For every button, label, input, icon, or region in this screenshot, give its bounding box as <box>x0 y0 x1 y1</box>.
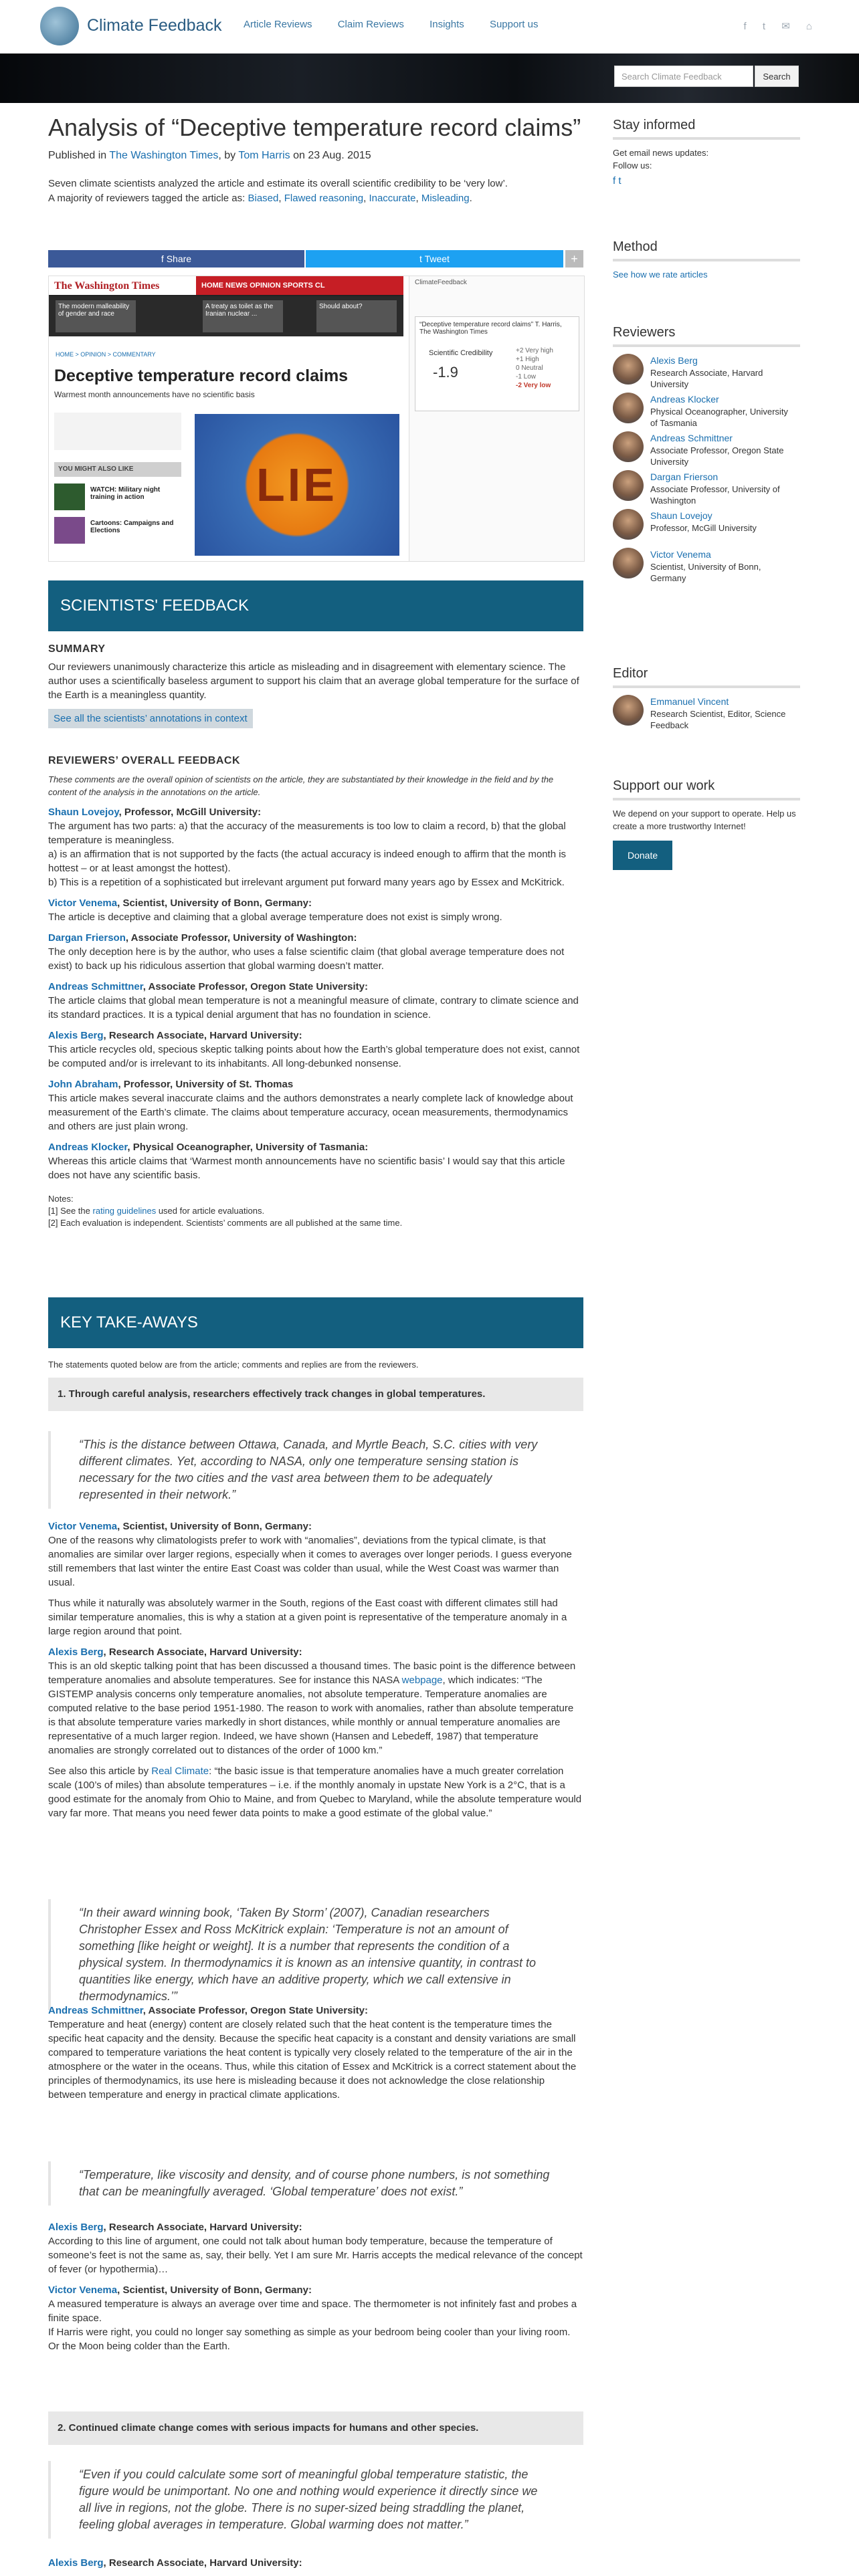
reviewer-name[interactable]: Alexis Berg <box>650 355 698 366</box>
wt-header <box>49 276 403 296</box>
sidebar-support <box>613 778 800 870</box>
reviewer-name[interactable]: Dargan Frierson <box>650 471 719 482</box>
stay-informed-heading: Stay informed <box>613 118 800 140</box>
publication-info <box>48 150 583 162</box>
comment-text: A measured temperature is always an average over time and space. The thermometer is not infinitely fast and probes a finite space. If Harris were right, you could no longer say something as simple as your bedroom being cooler than your living room. Or the Moon being colder than the Earth. <box>48 2298 577 2352</box>
scale-item: -1 Low <box>516 373 537 381</box>
reviewer-affiliation: , Scientist, University of Bonn, Germany: <box>117 2284 312 2296</box>
takeaway-point-2: 2. Continued climate change comes with serious impacts for humans and other species. <box>48 2411 583 2445</box>
reviewer-name-link[interactable]: Alexis Berg <box>48 2222 104 2233</box>
review-text: This article recycles old, specious skeptic talking points about how the Earth’s global temperature does not exist, cannot be computed and/or is irrelevant to its inhabitants. All long-debunked nonsense. <box>48 1044 580 1069</box>
credibility-summary: Seven climate scientists analyzed the article and estimate its overall scientific credibility to be ‘very low’. <box>48 178 508 189</box>
reviewer-card[interactable] <box>613 354 800 393</box>
reviewer-name-link[interactable]: John Abraham <box>48 1079 118 1090</box>
reviewer-name-link[interactable]: Shaun Lovejoy <box>48 807 119 818</box>
real-climate-link[interactable]: Real Climate <box>151 1765 209 1777</box>
comment-segment: : “the basic issue is that temperature anomalies have a much greater correlation scale (100’s of miles) than absolute temperatures – i.e. if the monthly anomaly in upstate New York is a 2°C, that is a good estimate for the anomaly from Ohio to Maine, and from Quebec to Maryland, while the absolute temperature would vary far more. That means you need fewer data points to make a good estimate of the global value.” <box>48 1765 582 1819</box>
review-text: The argument has two parts: a) that the accuracy of the measurements is too low to claim a record, b) that the global temperature is meaningless. a) is an affirmation that is not supported by the facts (the actual accuracy is indeed enough to affirm that the month is hottest – or at least amongst the hottest). b) This is a repetition of a sophisticated but irrelevant argument put forward many years ago by Essex and McKitrick. <box>48 821 567 888</box>
scale-item: +1 High <box>516 356 539 363</box>
editor-heading: Editor <box>613 666 800 688</box>
reviewer-card[interactable] <box>613 470 800 509</box>
reviewer-affiliation: , Associate Professor, Oregon State University: <box>142 2005 368 2016</box>
tag-inaccurate[interactable]: Inaccurate <box>369 193 416 204</box>
section-scientists-feedback: SCIENTISTS' FEEDBACK <box>48 580 583 631</box>
reviewer-name[interactable]: Andreas Schmittner <box>650 433 733 443</box>
tags-line: A majority of reviewers tagged the article as: Biased, Flawed reasoning, Inaccurate, Misleading. <box>48 193 472 204</box>
nav-insights[interactable]: Insights <box>430 19 464 30</box>
support-text: We depend on your support to operate. Help us create a more trustworthy Internet! <box>613 809 796 831</box>
note-1-text: [1] See the <box>48 1206 90 1216</box>
overall-feedback-heading: REVIEWERS’ OVERALL FEEDBACK <box>48 755 241 766</box>
takeaway-comments-1 <box>48 1519 583 1827</box>
wt-social-widget <box>54 413 181 450</box>
reviewer-affiliation: , Professor, University of St. Thomas <box>118 1079 294 1090</box>
reviewer-title: Associate Professor, University of Washington <box>650 484 780 506</box>
facebook-share-button[interactable]: f Share <box>48 250 304 267</box>
reviewer-name-link[interactable]: Andreas Klocker <box>48 1142 128 1153</box>
article-quote: “Temperature, like viscosity and density, and of course phone numbers, is not something that can be meaningfully averaged. ‘Global temperature’ does not exist.” <box>48 2161 583 2206</box>
review-entry <box>48 805 583 889</box>
reviewer-affiliation: , Scientist, University of Bonn, Germany: <box>117 1521 312 1532</box>
takeaway-comments-4 <box>48 2556 583 2570</box>
reviewer-title: Professor, McGill University <box>650 523 757 533</box>
avatar <box>613 548 644 578</box>
reviewer-affiliation: , Research Associate, Harvard University: <box>103 2557 302 2569</box>
notes <box>48 1193 583 1229</box>
reviewer-name-link[interactable]: Andreas Schmittner <box>48 981 143 992</box>
tag-biased[interactable]: Biased <box>248 193 279 204</box>
sidebar-method <box>613 239 800 281</box>
reviewer-name-link[interactable]: Andreas Schmittner <box>48 2005 143 2016</box>
reviewer-name[interactable]: Victor Venema <box>650 549 711 560</box>
editor-name[interactable]: Emmanuel Vincent <box>650 696 729 707</box>
takeaway-point-1: 1. Through careful analysis, researchers effectively track changes in global temperatures. <box>48 1378 583 1411</box>
credibility-card-title: “Deceptive temperature record claims” T. Harris, The Washington Times <box>419 321 562 336</box>
email-updates-label[interactable]: Get email news updates: <box>613 148 709 158</box>
search-input[interactable]: Search Climate Feedback <box>614 66 753 87</box>
comment-segment: See also this article by <box>48 1765 149 1777</box>
nasa-webpage-link[interactable]: webpage <box>401 1675 443 1686</box>
comment-text <box>48 1659 583 1757</box>
review-entry <box>48 980 583 1022</box>
reviewer-affiliation: , Associate Professor, Oregon State University: <box>142 981 368 992</box>
comment-text: Temperature and heat (energy) content are closely related such that the heat content is the temperature times the specific heat capacity and the density. Because the specific heat capacity is a constant and density variations are small compared to temperature variations the heat content is typically very closely related to the temperature of the air in the atmosphere or the water in the oceans. Thus, while this citation of Essex and McKitrick is a correct statement about the principles of thermodynamics, its use here is misleading because it does not acknowledge the close relationship between temperature and energy in practical climate applications. <box>48 2019 577 2101</box>
wt-related-text: WATCH: Military night training in action <box>90 486 161 501</box>
follow-icons[interactable]: f t <box>613 175 622 187</box>
social-icons[interactable]: f t ✉ ⌂ <box>743 21 819 32</box>
wt-thumb <box>54 484 85 510</box>
nav-article-reviews[interactable]: Article Reviews <box>244 19 312 30</box>
author-link[interactable]: Tom Harris <box>238 150 290 161</box>
wt-thumb <box>54 517 85 544</box>
review-entry <box>48 931 583 973</box>
wt-nav: HOME NEWS OPINION SPORTS CL <box>196 276 403 295</box>
credibility-label: Scientific Credibility <box>429 349 493 357</box>
method-heading: Method <box>613 239 800 261</box>
reviewer-name-link[interactable]: Dargan Frierson <box>48 932 126 944</box>
wt-article-subtitle: Warmest month announcements have no scientific basis <box>54 390 255 399</box>
reviewer-name-link[interactable]: Alexis Berg <box>48 1646 104 1658</box>
comment-text <box>48 1764 583 1820</box>
publication-link[interactable]: The Washington Times <box>109 150 219 161</box>
see-all-annotations-button[interactable]: See all the scientists’ annotations in context <box>48 709 253 728</box>
wt-card: A treaty as toilet as the Iranian nuclear ... <box>203 300 283 332</box>
date-prefix: on <box>293 150 305 161</box>
review-entry <box>48 896 583 924</box>
review-text: Whereas this article claims that ‘Warmest month announcements have no scientific basis’ I would say that this article does not have any scientific basis. <box>48 1156 565 1181</box>
avatar <box>613 470 644 501</box>
takeaway-comments-3 <box>48 2220 583 2360</box>
reviewer-affiliation: , Research Associate, Harvard University: <box>103 1646 302 1658</box>
comment-text: Thus while it naturally was absolutely warmer in the South, regions of the East coast with different climates still had similar temperature anomalies, this is why a station at a given point is representative of the temperature anomaly in a large region around that point. <box>48 1598 567 1637</box>
article-quote: “Even if you could calculate some sort of meaningful global temperature statistic, the figure would be unimportant. No one and nothing would experience it directly since we all live in regions, not the globe. There is no super-sized being straddling the planet, feeling global averages in temperature. Global warming does not matter.” <box>48 2461 583 2539</box>
reviewer-name[interactable]: Andreas Klocker <box>650 394 719 405</box>
reviewer-name-link[interactable]: Alexis Berg <box>48 2557 104 2569</box>
share-bar <box>48 250 583 267</box>
review-entry <box>48 1077 583 1134</box>
nav-support-us[interactable]: Support us <box>489 19 539 30</box>
reviewer-card[interactable] <box>613 431 800 470</box>
twitter-tweet-button[interactable]: t Tweet <box>306 250 563 267</box>
article-header <box>48 114 583 206</box>
takeaways-intro: The statements quoted below are from the article; comments and replies are from the reviewers. <box>48 1360 419 1370</box>
review-text: The article is deceptive and claiming that a global average temperature does not exist is simply wrong. <box>48 911 502 923</box>
reviewer-card[interactable] <box>613 393 800 431</box>
scale-item-very-low: -2 Very low <box>516 382 551 389</box>
publication-date: 23 Aug. 2015 <box>308 150 371 161</box>
support-heading: Support our work <box>613 778 800 800</box>
main-menu <box>244 19 561 30</box>
takeaway-comments-2 <box>48 2004 583 2109</box>
reviewer-name-link[interactable]: Victor Venema <box>48 897 118 909</box>
reviewer-affiliation: , Professor, McGill University: <box>118 807 262 818</box>
comment-segment: This is an old skeptic talking point that has been discussed a thousand times. The basic point is the difference between temperature anomalies and absolute temperatures. See for instance this NASA <box>48 1660 576 1686</box>
comment-author <box>48 1645 583 1659</box>
wt-related-item <box>54 517 188 544</box>
comment-segment: , which indicates: “The GISTEMP analysis concerns only temperature anomalies, not absolute temperature. Temperature anomalies are computed relative to the base period 1951-1980. The reason to work with anomalies, rather than absolute temperature is that absolute temperature varies markedly in short distances, while monthly or annual temperature anomalies are representative of a much larger region. Indeed, we have shown (Hansen and Lebedeff, 1987) that temperature anomalies are strongly correlated out to distances of the order of 1000 km.” <box>48 1675 574 1756</box>
article-quote: “In their award winning book, ‘Taken By Storm’ (2007), Canadian researchers Christopher Essex and Ross McKitrick explain: ‘Temperature is not an amount of something [like height or weight]. It is a number that represents the condition of a physical system. In thermodynamics it is known as an intensive quantity, in contrast to quantities like energy, which have an additive property, which we call extensive in thermodynamics.’” <box>48 1899 583 2010</box>
avatar <box>613 393 644 423</box>
editor-title: Research Scientist, Editor, Science Feedback <box>650 709 786 730</box>
comment-author <box>48 1519 583 1533</box>
note-1-text: used for article evaluations. <box>158 1206 265 1216</box>
reviewer-title: Physical Oceanographer, University of Tasmania <box>650 407 788 428</box>
wt-card: Should about? <box>316 300 397 332</box>
wt-featured-strip <box>49 296 403 336</box>
reviewer-affiliation: , Research Associate, Harvard University: <box>103 2222 302 2233</box>
reviewer-title: Research Associate, Harvard University <box>650 368 763 389</box>
avatar <box>613 695 644 726</box>
tags-label: A majority of reviewers tagged the article as: <box>48 193 246 204</box>
annotation-panel <box>409 276 585 561</box>
reviewer-name-link[interactable]: Victor Venema <box>48 1521 118 1532</box>
feedback-body <box>48 642 583 1229</box>
method-link[interactable]: See how we rate articles <box>613 270 708 280</box>
credibility-card <box>415 316 579 411</box>
search-button[interactable]: Search <box>755 66 799 87</box>
review-text: This article makes several inaccurate claims and the authors demonstrates a nearly complete lack of knowledge about measurement of the Earth’s climate. The claims about temperature accuracy, ocean measurements, thermodynamics and others are just plain wrong. <box>48 1093 573 1132</box>
notes-label: Notes: <box>48 1194 74 1204</box>
note-1 <box>48 1205 583 1217</box>
wt-breadcrumb: HOME > OPINION > COMMENTARY <box>56 351 156 358</box>
scale-item: +2 Very high <box>516 347 553 354</box>
wt-article-title: Deceptive temperature record claims <box>54 366 349 385</box>
by-label: , by <box>218 150 236 161</box>
comment-author <box>48 2556 583 2570</box>
comment-author <box>48 2283 583 2297</box>
reviewer-title: Scientist, University of Bonn, Germany <box>650 562 761 583</box>
article-screenshot[interactable] <box>48 276 585 562</box>
sidebar-reviewers <box>613 325 800 586</box>
credibility-score: -1.9 <box>433 364 458 381</box>
climate-feedback-logo[interactable] <box>40 7 79 45</box>
reviewer-affiliation: , Associate Professor, University of Washington: <box>125 932 357 944</box>
reviewer-name-link[interactable]: Alexis Berg <box>48 1030 104 1041</box>
avatar <box>613 354 644 385</box>
reviewer-affiliation: , Physical Oceanographer, University of Tasmania: <box>127 1142 369 1153</box>
summary-heading: SUMMARY <box>48 643 106 655</box>
sidebar-editor <box>613 666 800 734</box>
avatar <box>613 509 644 540</box>
comment-author <box>48 2004 583 2018</box>
page-title: Analysis of “Deceptive temperature record claims” <box>48 114 581 141</box>
reviewer-card[interactable] <box>613 509 800 548</box>
scale-item: 0 Neutral <box>516 364 543 372</box>
reviewer-card[interactable] <box>613 548 800 586</box>
comment-author <box>48 2220 583 2234</box>
note-2: [2] Each evaluation is independent. Scientists’ comments are all published at the same time. <box>48 1218 403 1228</box>
comment-text: One of the reasons why climatologists prefer to work with “anomalies”, deviations from the typical climate, is that anomalies are similar over larger regions, especially when it comes to averages over longer periods. I guess everyone still remembers that last winter the entire East Coast was colder than usual, while the West Coast was warmer than usual. <box>48 1535 572 1588</box>
wt-related-text: Cartoons: Campaigns and Elections <box>90 520 174 534</box>
reviewer-affiliation: , Scientist, University of Bonn, Germany: <box>117 897 312 909</box>
summary-text: Our reviewers unanimously characterize this article as misleading and in disagreement with elementary science. The author uses a scientifically baseless argument to support his claim that an average global temperature for the surface of the Earth is a meaningless quantity. <box>48 661 579 701</box>
tag-misleading[interactable]: Misleading <box>421 193 470 204</box>
follow-us-label: Follow us: <box>613 160 652 171</box>
review-entry <box>48 1140 583 1182</box>
annotation-panel-header: ClimateFeedback <box>415 279 467 286</box>
editor-card[interactable] <box>613 695 800 734</box>
reviewer-affiliation: , Research Associate, Harvard University: <box>103 1030 302 1041</box>
tag-flawed-reasoning[interactable]: Flawed reasoning <box>284 193 364 204</box>
sidebar-stay-informed <box>613 118 800 187</box>
wt-card: The modern malleability of gender and race <box>56 300 136 332</box>
review-entry <box>48 1029 583 1071</box>
wt-related-item <box>54 484 188 510</box>
brand-name[interactable]: Climate Feedback <box>87 16 222 35</box>
review-text: The only deception here is by the author, who uses a false scientific claim (that global average temperature does not exist) to back up his ridiculous assertion that global warming doesn’t matter. <box>48 946 565 972</box>
reviewer-name-link[interactable]: Victor Venema <box>48 2284 118 2296</box>
wt-article-image <box>195 414 399 556</box>
comment-text: According to this line of argument, one could not talk about human body temperature, because the temperature of someone’s feet is not the same as, say, their belly. Yet I am sure Mr. Harris accepts the medical relevance of the concept of fever (or hypothermia)… <box>48 2236 583 2275</box>
wt-logo: The Washington Times <box>54 280 160 292</box>
reviewer-title: Associate Professor, Oregon State University <box>650 445 784 467</box>
reviewer-name[interactable]: Shaun Lovejoy <box>650 510 712 521</box>
wt-also-like: YOU MIGHT ALSO LIKE <box>54 462 181 477</box>
avatar <box>613 431 644 462</box>
overall-feedback-note: These comments are the overall opinion of scientists on the article, they are substantiated by their knowledge in the field and by the content of the analysis in the annotations on the article. <box>48 774 554 797</box>
donate-button[interactable]: Donate <box>613 841 672 870</box>
top-navigation <box>0 0 859 54</box>
wt-image-word: LIE <box>256 459 337 511</box>
review-text: The article claims that global mean temperature is not a meaningful measure of climate, contrary to climate science and its standard practices. It is a typical denial argument that has no foundation in science. <box>48 995 579 1021</box>
published-label: Published in <box>48 150 107 161</box>
credibility-scale <box>516 346 553 390</box>
more-share-button[interactable]: + <box>565 250 583 267</box>
section-key-takeaways: KEY TAKE-AWAYS <box>48 1297 583 1348</box>
reviewers-heading: Reviewers <box>613 325 800 347</box>
nav-claim-reviews[interactable]: Claim Reviews <box>337 19 404 30</box>
rating-guidelines-link[interactable]: rating guidelines <box>92 1206 157 1216</box>
article-quote: “This is the distance between Ottawa, Canada, and Myrtle Beach, S.C. cities with very different climates. Yet, according to NASA, only one temperature sensing station is necessary for the two cities and the vast area between them to be adequately represented in their network.” <box>48 1431 583 1509</box>
